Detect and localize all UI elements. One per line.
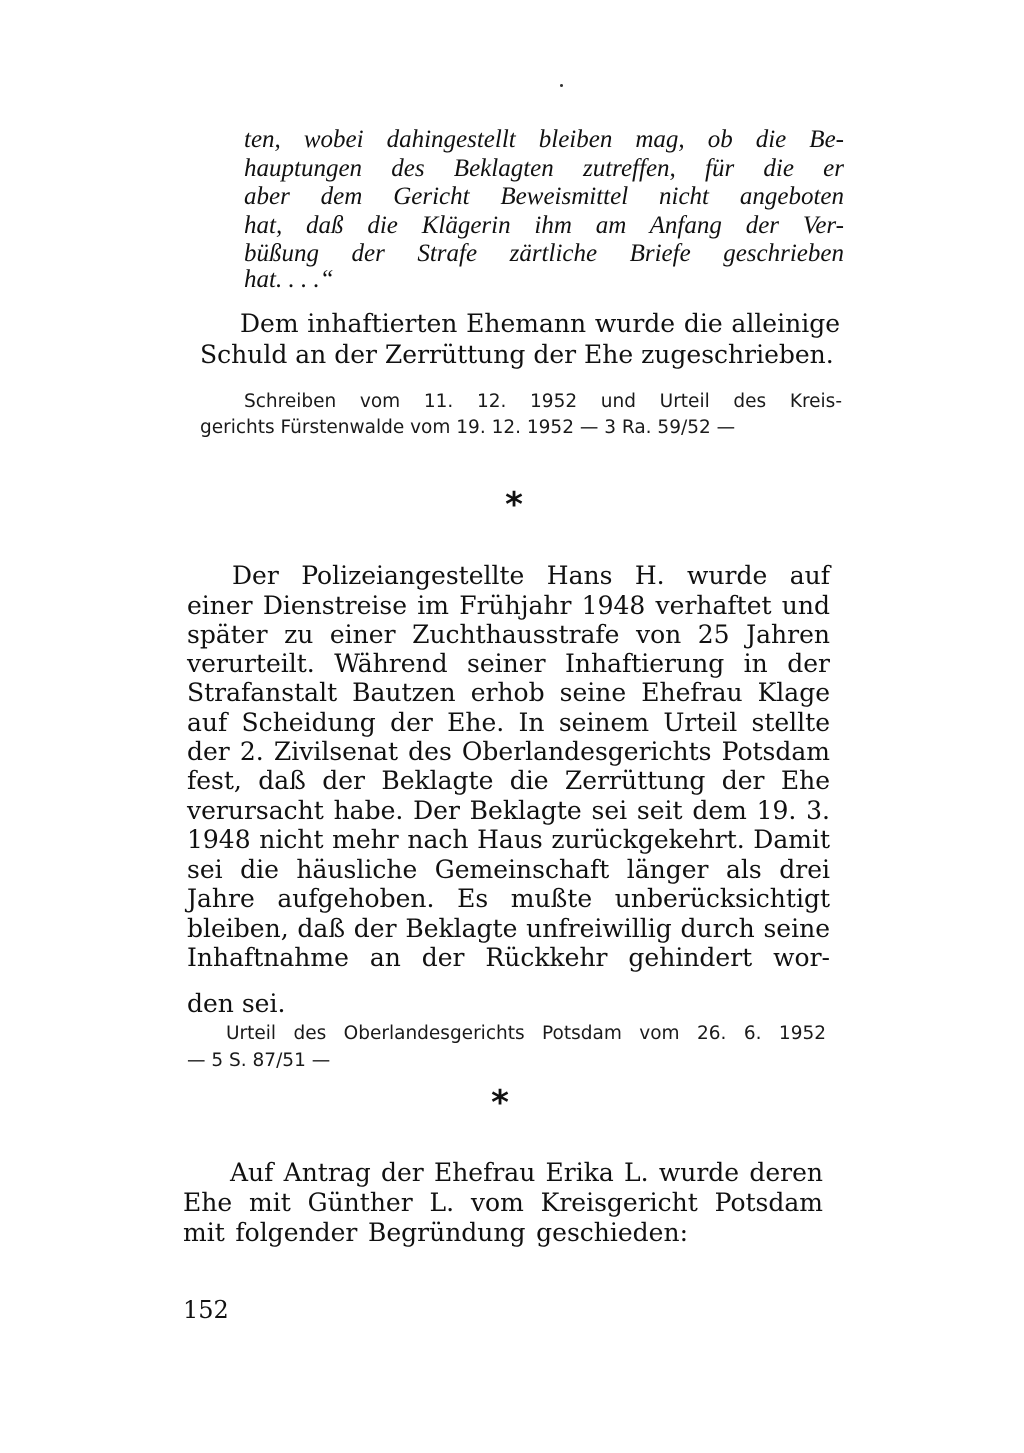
paragraph-line: verursacht habe. Der Beklagte sei seit dem 19. 3. bbox=[187, 796, 830, 825]
quote-line: büßung der Strafe zärtliche Briefe geschrieben bbox=[244, 240, 844, 267]
paragraph-line: Inhaftnahme an der Rückkehr gehindert wor- bbox=[187, 943, 830, 972]
section-separator: * bbox=[505, 485, 523, 525]
quote-line: aber dem Gericht Beweismittel nicht angeboten bbox=[244, 183, 844, 210]
paragraph-line: Ehe mit Günther L. vom Kreisgericht Potsdam bbox=[183, 1188, 823, 1217]
paragraph-line: Dem inhaftierten Ehemann wurde die alleinige bbox=[240, 309, 840, 338]
paragraph-line: Strafanstalt Bautzen erhob seine Ehefrau Klage bbox=[187, 678, 830, 707]
paragraph-line: Der Polizeiangestellte Hans H. wurde auf bbox=[232, 561, 830, 590]
paragraph-line: mit folgender Begründung geschieden: bbox=[183, 1218, 688, 1247]
print-speck bbox=[560, 84, 563, 87]
paragraph-line: den sei. bbox=[187, 989, 286, 1018]
paragraph-line: Auf Antrag der Ehefrau Erika L. wurde deren bbox=[230, 1158, 823, 1187]
paragraph-line: später zu einer Zuchthausstrafe von 25 Jahren bbox=[187, 620, 830, 649]
paragraph-line: Jahre aufgehoben. Es mußte unberücksichtigt bbox=[187, 884, 830, 913]
paragraph-line: verurteilt. Während seiner Inhaftierung in der bbox=[187, 649, 830, 678]
source-line: gerichts Fürstenwalde vom 19. 12. 1952 — 3 Ra. 59/52 — bbox=[200, 417, 736, 438]
quote-line: hat. . . .“ bbox=[244, 266, 334, 293]
paragraph-line: sei die häusliche Gemeinschaft länger als drei bbox=[187, 855, 830, 884]
section-separator: * bbox=[491, 1083, 509, 1123]
paragraph-line: fest, daß der Beklagte die Zerrüttung der Ehe bbox=[187, 766, 830, 795]
paragraph-line: bleiben, daß der Beklagte unfreiwillig durch seine bbox=[187, 914, 830, 943]
paragraph-line: 1948 nicht mehr nach Haus zurückgekehrt. Damit bbox=[187, 825, 830, 854]
source-line: Schreiben vom 11. 12. 1952 und Urteil des Kreis- bbox=[244, 391, 842, 412]
paragraph-line: der 2. Zivilsenat des Oberlandesgerichts Potsdam bbox=[187, 737, 830, 766]
quote-line: ten, wobei dahingestellt bleiben mag, ob die Be- bbox=[244, 126, 844, 153]
paragraph-line: auf Scheidung der Ehe. In seinem Urteil stellte bbox=[187, 708, 830, 737]
paragraph-line: Schuld an der Zerrüttung der Ehe zugeschrieben. bbox=[200, 340, 834, 369]
quote-line: hat, daß die Klägerin ihm am Anfang der Ver- bbox=[244, 212, 844, 239]
paragraph-line: einer Dienstreise im Frühjahr 1948 verhaftet und bbox=[187, 591, 830, 620]
source-line: — 5 S. 87/51 — bbox=[187, 1050, 331, 1071]
source-line: Urteil des Oberlandesgerichts Potsdam vom 26. 6. 1952 bbox=[226, 1023, 826, 1044]
quote-line: hauptungen des Beklagten zutreffen, für die er bbox=[244, 155, 844, 182]
page-number: 152 bbox=[183, 1296, 229, 1324]
